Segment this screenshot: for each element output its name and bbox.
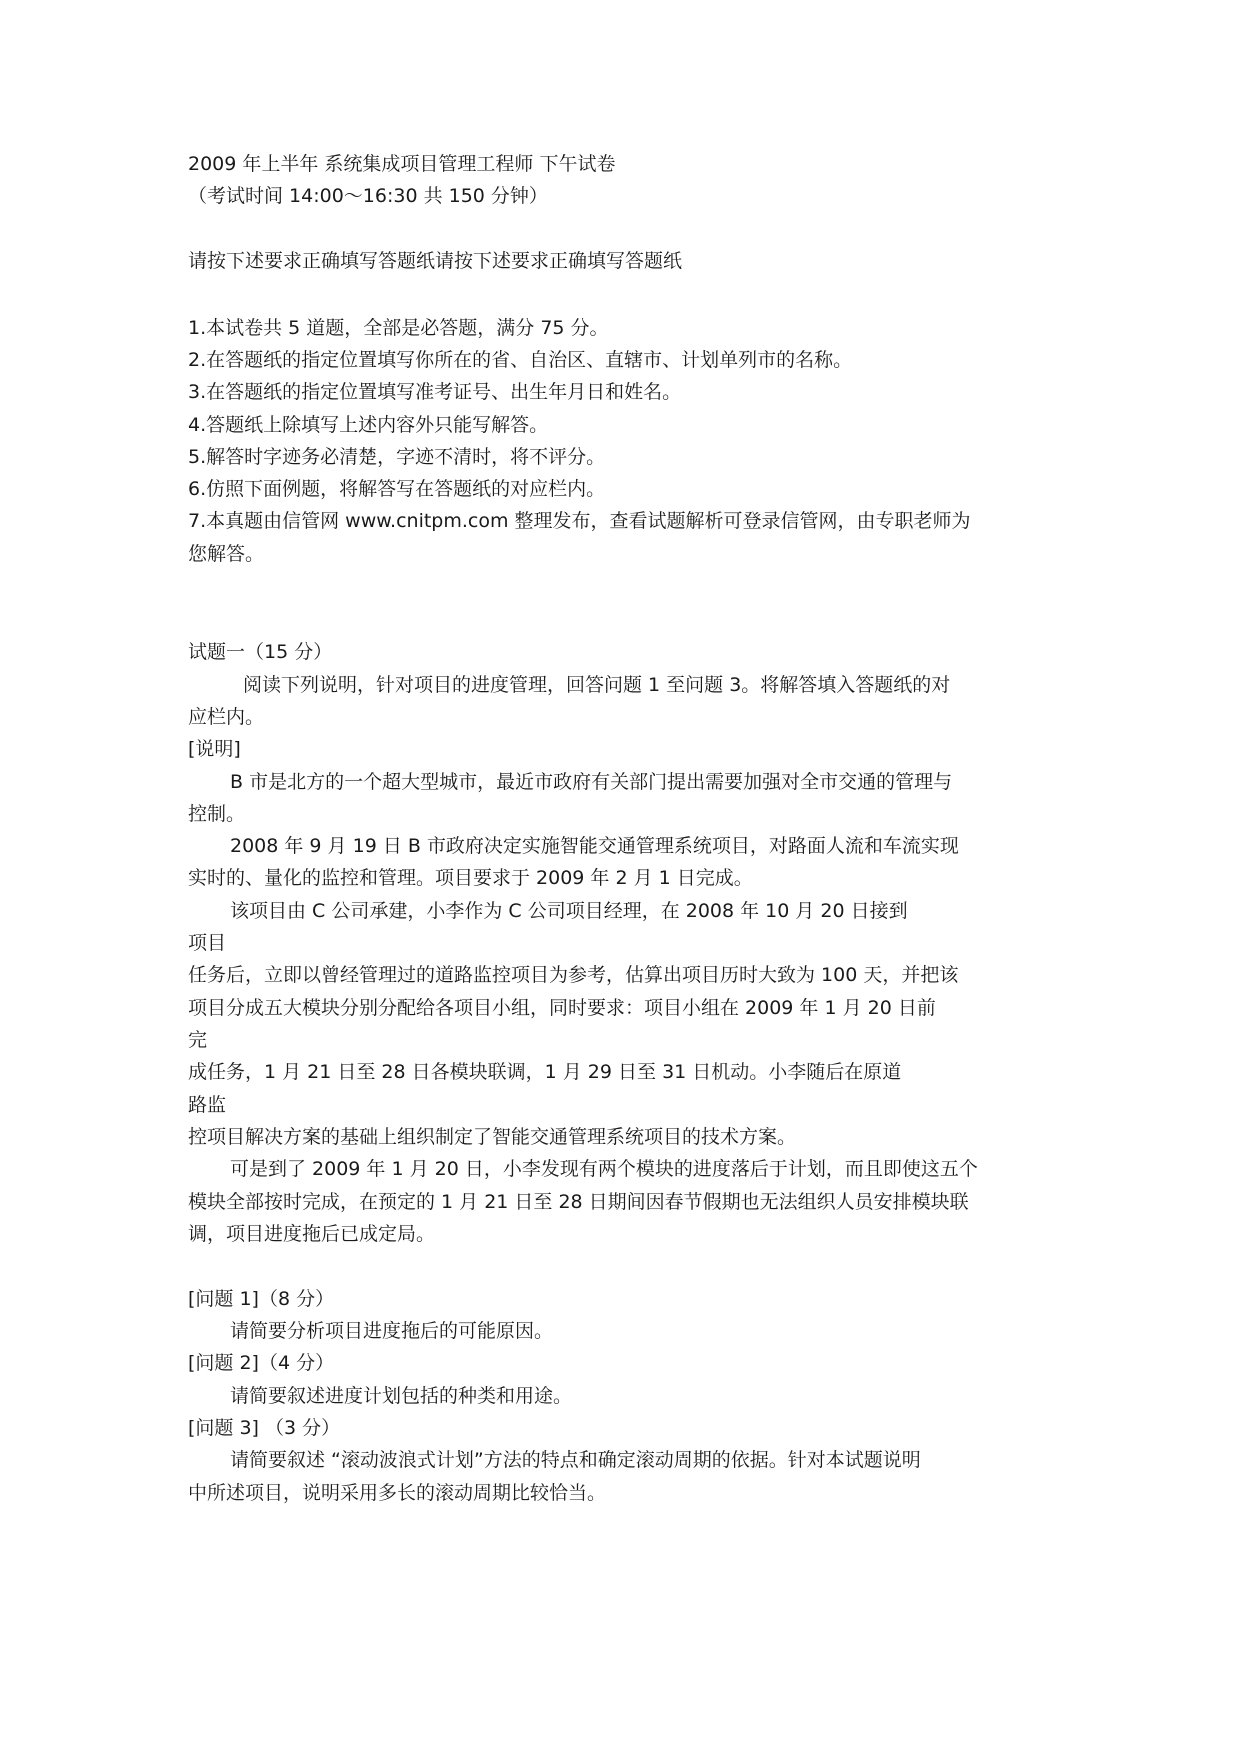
exam-title: 2009 年上半年 系统集成项目管理工程师 下午试卷 [188,153,616,175]
rule-item: 2.在答题纸的指定位置填写你所在的省、自治区、直辖市、计划单列市的名称。 [188,349,853,371]
paragraph-line: 完 [188,1029,208,1051]
paragraph-line: 项目分成五大模块分别分配给各项目小组，同时要求：项目小组在 2009 年 1 月 20 日前 [188,997,936,1019]
paragraph-line: 调，项目进度拖后已成定局。 [188,1223,436,1245]
paragraph-line: 可是到了 2009 年 1 月 20 日，小李发现有两个模块的进度落后于计划，而且即使这五个 [230,1158,978,1180]
problem-text: 请简要叙述进度计划包括的种类和用途。 [230,1385,573,1407]
paragraph-line: 模块全部按时完成，在预定的 1 月 21 日至 28 日期间因春节假期也无法组织人员安排模块联 [188,1191,969,1213]
paragraph-line: 成任务，1 月 21 日至 28 日各模块联调，1 月 29 日至 31 日机动。小李随后在原道 [188,1061,902,1083]
paragraph-line: 控制。 [188,803,246,825]
rule-item: 3.在答题纸的指定位置填写准考证号、出生年月日和姓名。 [188,381,682,403]
rule-item: 您解答。 [188,543,265,565]
paragraph-line: 该项目由 C 公司承建，小李作为 C 公司项目经理，在 2008 年 10 月 20 日接到 [230,900,908,922]
paragraph-line: 任务后，立即以曾经管理过的道路监控项目为参考，估算出项目历时大致为 100 天，并把该 [188,964,959,986]
rule-item: 4.答题纸上除填写上述内容外只能写解答。 [188,414,549,436]
rule-item: 5.解答时字迹务必清楚，字迹不清时，将不评分。 [188,446,606,468]
problem-label: [问题 3] （3 分） [188,1417,341,1439]
rule-item: 7.本真题由信管网 www.cnitpm.com 整理发布，查看试题解析可登录信管网，由专职老师为 [188,510,971,532]
instruction-heading: 请按下述要求正确填写答题纸请按下述要求正确填写答题纸 [188,250,683,272]
paragraph-line: 控项目解决方案的基础上组织制定了智能交通管理系统项目的技术方案。 [188,1126,797,1148]
paragraph-line: 实时的、量化的监控和管理。项目要求于 2009 年 2 月 1 日完成。 [188,867,753,889]
problem-text: 请简要叙述 “滚动波浪式计划”方法的特点和确定滚动周期的依据。针对本试题说明 [230,1449,921,1471]
question-intro: 阅读下列说明，针对项目的进度管理，回答问题 1 至问题 3。将解答填入答题纸的对 [243,674,951,696]
problem-text: 中所述项目，说明采用多长的滚动周期比较恰当。 [188,1482,607,1504]
question-heading: 试题一（15 分） [188,641,333,663]
paragraph-line: 2008 年 9 月 19 日 B 市政府决定实施智能交通管理系统项目，对路面人流和车流实现 [230,835,959,857]
question-intro: 应栏内。 [188,706,265,728]
paragraph-line: B 市是北方的一个超大型城市，最近市政府有关部门提出需要加强对全市交通的管理与 [230,771,953,793]
exam-time: （考试时间 14:00～16:30 共 150 分钟） [188,185,548,207]
explain-label: [说明] [188,738,241,760]
paragraph-line: 路监 [188,1094,227,1116]
problem-label: [问题 1]（8 分） [188,1288,335,1310]
problem-text: 请简要分析项目进度拖后的可能原因。 [230,1320,554,1342]
rule-item: 6.仿照下面例题，将解答写在答题纸的对应栏内。 [188,478,606,500]
problem-label: [问题 2]（4 分） [188,1352,335,1374]
paragraph-line: 项目 [188,932,227,954]
rule-item: 1.本试卷共 5 道题，全部是必答题，满分 75 分。 [188,317,609,339]
